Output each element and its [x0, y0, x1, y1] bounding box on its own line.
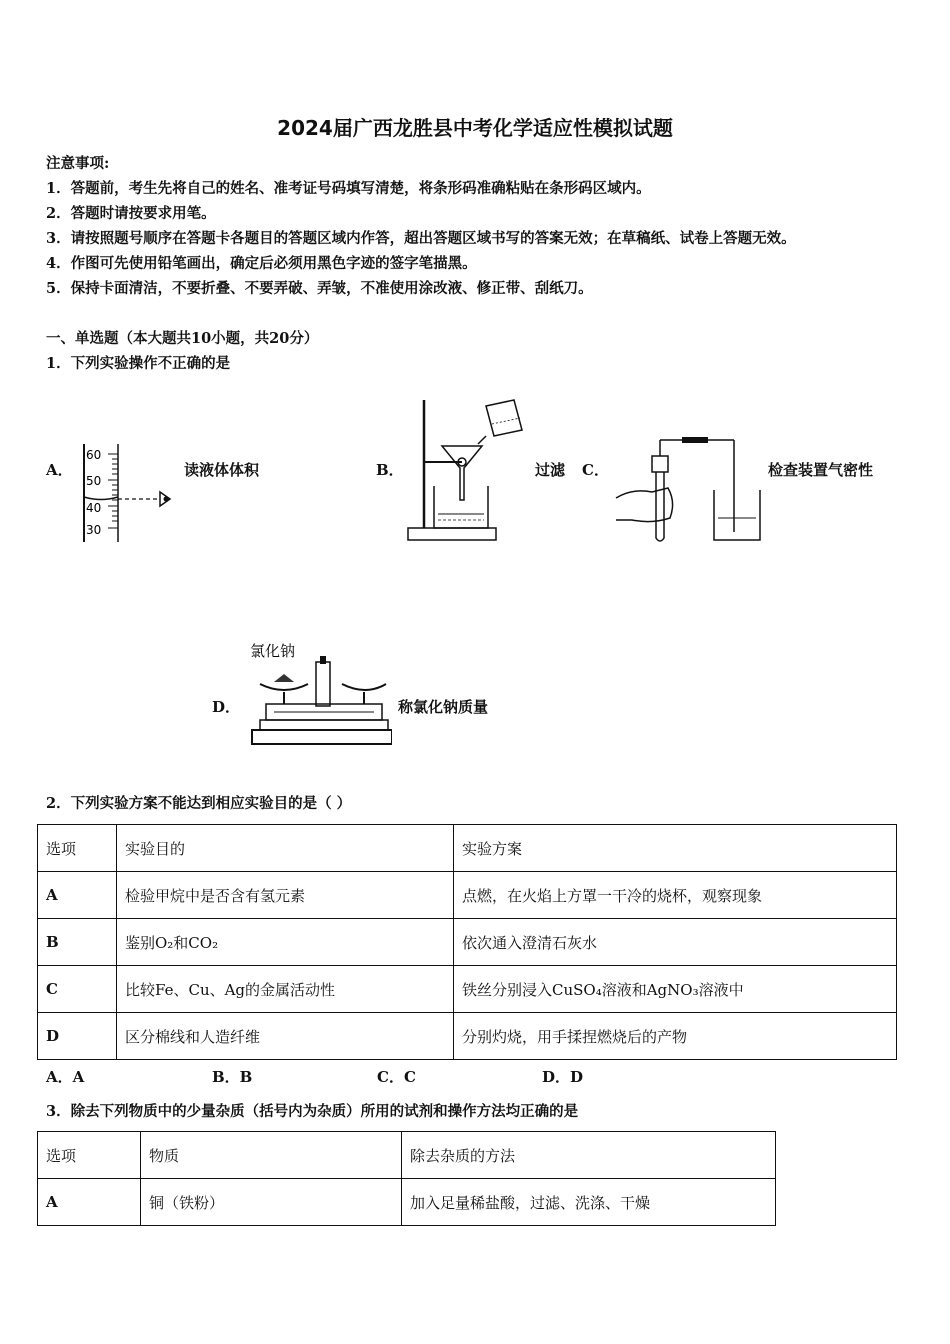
q2-answer-d: D．D — [542, 1068, 584, 1086]
cylinder-tick-50: 50 — [86, 474, 102, 488]
q3-header-method: 除去杂质的方法 — [402, 1132, 776, 1179]
q2-table — [37, 824, 897, 1060]
airtightness-check-figure — [612, 432, 762, 548]
q1-option-a-label: 读液体体积 — [184, 461, 260, 479]
q2-row-c-option: C — [38, 966, 117, 1013]
q2-row-a-plan: 点燃，在火焰上方罩一干冷的烧杯，观察现象 — [454, 872, 897, 919]
q1-option-d-letter: D． — [212, 698, 241, 716]
notice-item-1: 1．答题前，考生先将自己的姓名、准考证号码填写清楚，将条形码准确粘贴在条形码区域内。 — [46, 180, 651, 197]
q2-answer-a: A．A — [46, 1068, 85, 1086]
table-row — [38, 1013, 897, 1060]
q3-row-a-method: 加入足量稀盐酸，过滤、洗涤、干燥 — [402, 1179, 776, 1226]
q2-header-option: 选项 — [38, 825, 117, 872]
q2-answer-c: C．C — [377, 1068, 416, 1086]
q1-option-c-letter: C． — [582, 461, 609, 479]
table-row — [38, 872, 897, 919]
q2-row-c-purpose: 比较Fe、Cu、Ag的金属活动性 — [117, 966, 454, 1013]
table-row — [38, 919, 897, 966]
q2-row-b-option: B — [38, 919, 117, 966]
q1-option-b-letter: B． — [376, 461, 404, 479]
q2-row-a-option: A — [38, 872, 117, 919]
q2-stem: 2．下列实验方案不能达到相应实验目的是（ ） — [46, 795, 352, 812]
notice-heading: 注意事项: — [46, 155, 110, 172]
q1-stem: 1．下列实验操作不正确的是 — [46, 355, 231, 372]
q2-row-d-option: D — [38, 1013, 117, 1060]
q3-row-a-substance: 铜（铁粉） — [141, 1179, 402, 1226]
notice-item-3: 3．请按照题号顺序在答题卡各题目的答题区域内作答，超出答题区域书写的答案无效；在草稿纸、试卷上答题无效。 — [46, 230, 796, 247]
q3-row-a-option: A — [38, 1179, 141, 1226]
q2-header-purpose: 实验目的 — [117, 825, 454, 872]
q2-answer-b: B．B — [212, 1068, 253, 1086]
q2-row-a-purpose: 检验甲烷中是否含有氢元素 — [117, 872, 454, 919]
q1-option-d-label: 称氯化钠质量 — [398, 698, 489, 716]
cylinder-tick-60: 60 — [86, 448, 102, 462]
q3-stem: 3．除去下列物质中的少量杂质（括号内为杂质）所用的试剂和操作方法均正确的是 — [46, 1103, 579, 1120]
q1-option-b-label: 过滤 — [535, 461, 566, 479]
q3-header-option: 选项 — [38, 1132, 141, 1179]
q2-row-d-plan: 分别灼烧，用手揉捏燃烧后的产物 — [454, 1013, 897, 1060]
q1-option-a-letter: A． — [46, 461, 73, 479]
balance-label: 氯化钠 — [250, 642, 296, 660]
section-heading: 一、单选题（本大题共10小题，共20分） — [46, 330, 319, 347]
cylinder-tick-40: 40 — [86, 501, 102, 515]
q2-row-c-plan: 铁丝分别浸入CuSO₄溶液和AgNO₃溶液中 — [454, 966, 897, 1013]
filtration-figure — [402, 396, 532, 548]
graduated-cylinder-figure — [76, 440, 180, 546]
q2-row-d-purpose: 区分棉线和人造纤维 — [117, 1013, 454, 1060]
table-row — [38, 825, 897, 872]
notice-item-5: 5．保持卡面清洁，不要折叠、不要弄破、弄皱，不准使用涂改液、修正带、刮纸刀。 — [46, 280, 593, 297]
q2-header-plan: 实验方案 — [454, 825, 897, 872]
q2-row-b-plan: 依次通入澄清石灰水 — [454, 919, 897, 966]
notice-item-2: 2．答题时请按要求用笔。 — [46, 205, 216, 222]
table-row — [38, 1132, 776, 1179]
cylinder-tick-30: 30 — [86, 523, 102, 537]
q2-row-b-purpose: 鉴别O₂和CO₂ — [117, 919, 454, 966]
q1-option-c-label: 检查装置气密性 — [768, 461, 874, 479]
balance-figure — [246, 636, 392, 752]
notice-item-4: 4．作图可先使用铅笔画出，确定后必须用黑色字迹的签字笔描黑。 — [46, 255, 477, 272]
table-row — [38, 1179, 776, 1226]
table-row — [38, 966, 897, 1013]
q3-table — [37, 1131, 776, 1226]
page-title: 2024届广西龙胜县中考化学适应性模拟试题 — [277, 116, 673, 140]
q3-header-substance: 物质 — [141, 1132, 402, 1179]
